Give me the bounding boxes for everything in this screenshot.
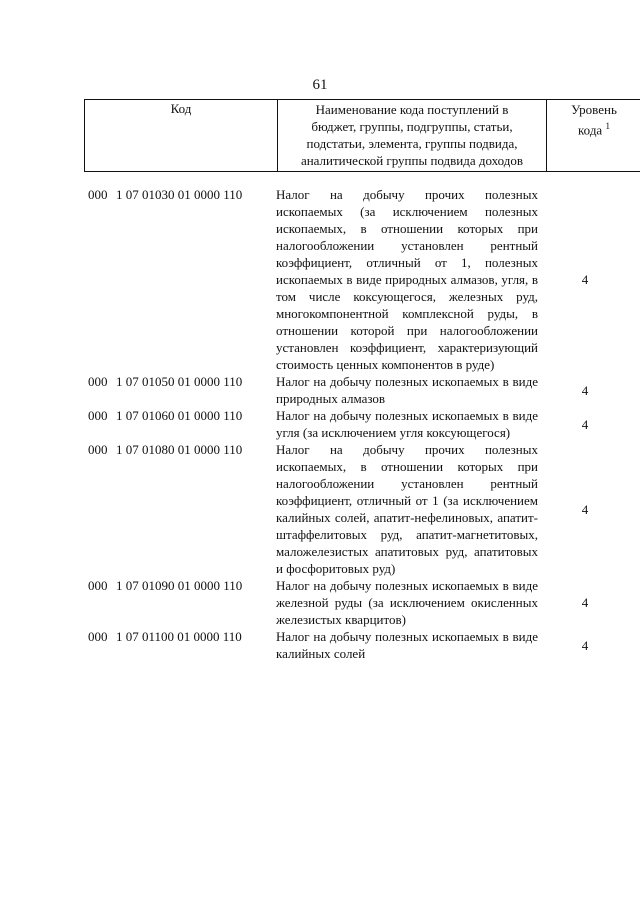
table-row xyxy=(84,373,632,407)
header-name-line: аналитической группы подвида доходов xyxy=(300,153,524,168)
row-level xyxy=(538,186,632,373)
header-level-line1: Уровень xyxy=(571,102,617,117)
header-name-line: Наименование кода поступлений в xyxy=(315,102,509,117)
row-admin-code: 000 xyxy=(88,442,108,457)
table-row xyxy=(84,186,632,373)
row-code: 1 07 01100 01 0000 110 xyxy=(116,629,242,644)
table-header xyxy=(84,99,640,172)
table-row xyxy=(84,628,632,662)
header-name-line: бюджет, группы, подгруппы, статьи, xyxy=(311,119,513,134)
row-name: Налог на добычу прочих полезных ископаемых (за исключением полезных ископаемых, в отношении которых при налогообложении установлен рентный коэффициент, отличный от 1, полезных ископаемых в виде природных алмазов, угля, в том числе коксующегося, железных руд, многокомпонентной комплексной руды, в отношении которой при налогообложении установлен коэффициент, характеризующий стоимость ценных компонентов в руде) xyxy=(276,187,538,372)
row-name: Налог на добычу полезных ископаемых в виде природных алмазов xyxy=(276,374,538,406)
row-admin-code: 000 xyxy=(88,629,108,644)
row-name: Налог на добычу полезных ископаемых в виде железной руды (за исключением окисленных железистых кварцитов) xyxy=(276,578,538,627)
row-level xyxy=(538,628,632,662)
header-name-line: подстатьи, элемента, группы подвида, xyxy=(306,136,518,151)
header-code: Код xyxy=(85,100,278,172)
row-name: Налог на добычу прочих полезных ископаемых, в отношении которых при налогообложении установлен рентный коэффициент, отличный от 1 (за исключением калийных солей, апатит-нефелиновых, апатит-штаффелитовых руд, апатит-магнетитовых, маложелезистых апатитовых руд, апатитовых и фосфоритовых руд) xyxy=(276,442,538,576)
row-level xyxy=(538,373,632,407)
row-level xyxy=(538,441,632,577)
row-admin-code: 000 xyxy=(88,187,108,202)
row-level-value: 4 xyxy=(581,637,589,653)
row-level-value: 4 xyxy=(581,501,589,517)
row-code: 1 07 01090 01 0000 110 xyxy=(116,578,243,593)
row-name: Налог на добычу полезных ископаемых в виде калийных солей xyxy=(276,629,538,661)
row-name: Налог на добычу полезных ископаемых в виде угля (за исключением угля коксующегося) xyxy=(276,408,538,440)
footnote-mark: 1 xyxy=(605,121,610,131)
header-level-line2 xyxy=(547,118,640,138)
row-code: 1 07 01080 01 0000 110 xyxy=(116,442,243,457)
header-level xyxy=(547,100,640,172)
row-level xyxy=(538,577,632,628)
row-level-value: 4 xyxy=(581,416,589,432)
row-level xyxy=(538,407,632,441)
header-name xyxy=(278,100,547,172)
row-admin-code: 000 xyxy=(88,374,108,389)
page-number: 61 xyxy=(312,77,328,93)
row-admin-code: 000 xyxy=(88,578,108,593)
table-body xyxy=(84,186,632,662)
row-level-value: 4 xyxy=(581,595,589,610)
header-level-text: кода xyxy=(578,122,603,138)
row-code: 1 07 01030 01 0000 110 xyxy=(116,187,243,202)
row-admin-code: 000 xyxy=(88,408,108,423)
table-row xyxy=(84,577,632,628)
row-code: 1 07 01050 01 0000 110 xyxy=(116,374,243,389)
row-level-value: 4 xyxy=(581,382,589,398)
row-code: 1 07 01060 01 0000 110 xyxy=(116,408,243,423)
table-row xyxy=(84,407,632,441)
row-level-value: 4 xyxy=(581,272,589,287)
table-row xyxy=(84,441,632,577)
